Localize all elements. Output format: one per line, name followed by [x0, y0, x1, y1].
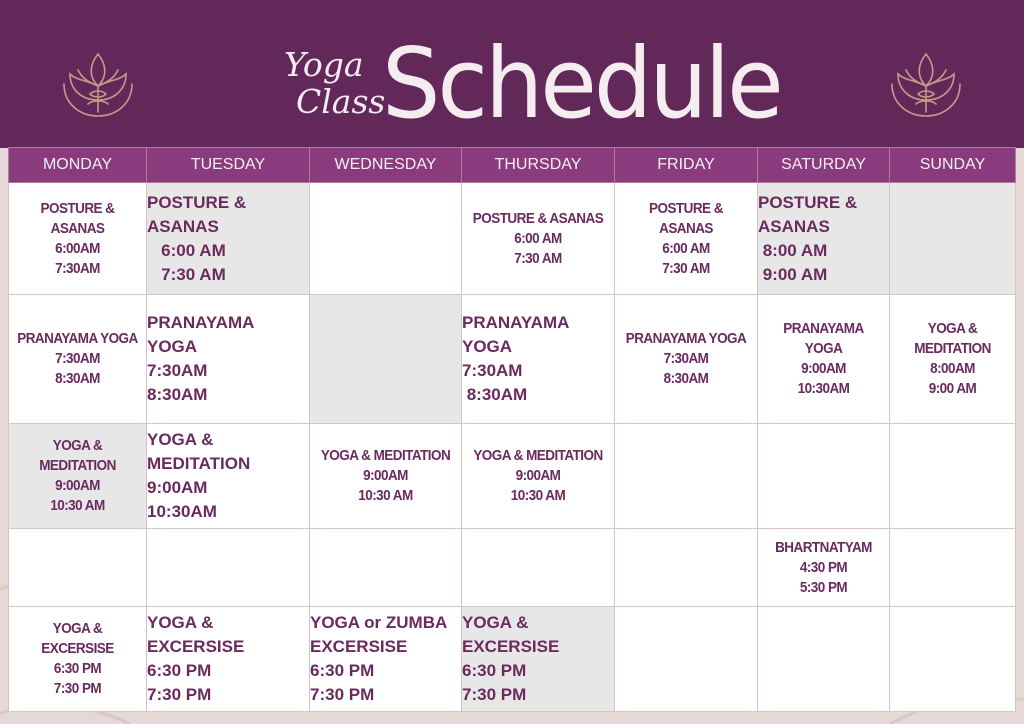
class-entry — [16, 199, 139, 279]
schedule-cell-tuesday — [147, 529, 310, 607]
schedule-cell-monday — [9, 183, 147, 295]
schedule-cell-friday — [615, 295, 758, 424]
schedule-cell-tuesday — [147, 295, 310, 424]
table-row — [9, 183, 1016, 295]
class-line: ASANAS — [758, 216, 830, 236]
schedule-cell-friday — [615, 183, 758, 295]
class-entry — [758, 191, 889, 287]
class-line: 7:30 PM — [310, 685, 375, 704]
class-name: PRANAYAMA — [147, 313, 255, 332]
lotus-icon — [888, 50, 964, 122]
class-name: POSTURE & ASANAS — [40, 199, 115, 237]
schedule-cell-tuesday — [147, 183, 310, 295]
schedule-cell-thursday — [462, 183, 615, 295]
class-line: EXCERSISE — [462, 637, 560, 656]
class-line: 4:30 PM — [799, 558, 848, 576]
class-name: YOGA & — [927, 320, 978, 337]
class-entry — [16, 436, 139, 516]
class-line: 10:30 AM — [358, 487, 413, 504]
class-line: 10:30 AM — [510, 487, 566, 504]
table-row — [9, 607, 1016, 712]
class-line: 7:30AM — [55, 259, 100, 277]
class-line: 7:30 PM — [147, 685, 212, 704]
class-line: 9:00 AM — [758, 264, 828, 284]
class-line: 7:30 AM — [662, 259, 710, 277]
class-name: PRANAYAMA YOGA — [625, 330, 747, 347]
class-line: YOGA — [147, 337, 198, 356]
schedule-cell-tuesday — [147, 607, 310, 712]
class-name: YOGA & — [147, 430, 214, 449]
schedule-cell-tuesday — [147, 424, 310, 529]
class-entry — [147, 191, 309, 287]
schedule-cell-thursday — [462, 424, 615, 529]
class-entry — [622, 329, 750, 389]
schedule-table — [8, 147, 1016, 712]
class-entry — [147, 611, 309, 707]
class-entry — [622, 199, 750, 279]
class-line: 9:00AM — [801, 360, 846, 377]
class-entry — [16, 619, 139, 699]
title-script — [282, 45, 386, 126]
schedule-cell-wednesday — [310, 607, 462, 712]
class-line: 6:00 AM — [147, 240, 226, 260]
class-name: YOGA or ZUMBA — [310, 613, 448, 632]
day-header-wednesday: WEDNESDAY — [310, 148, 462, 183]
class-name: PRANAYAMA — [783, 320, 864, 337]
class-line: 10:30AM — [797, 380, 850, 397]
class-name: YOGA & MEDITATION — [39, 437, 116, 474]
class-entry — [896, 319, 1009, 399]
class-line: 8:30AM — [462, 385, 528, 404]
page-title: Schedule — [382, 27, 781, 141]
class-line: 7:30 AM — [147, 264, 226, 284]
class-entry — [470, 446, 607, 506]
title-script-line2: Class — [296, 82, 386, 121]
class-line: 9:00 AM — [928, 380, 977, 397]
class-line: MEDITATION — [147, 454, 251, 473]
class-line: 10:30 AM — [50, 497, 105, 514]
day-header-sunday: SUNDAY — [890, 148, 1016, 183]
class-entry — [462, 311, 614, 407]
schedule-cell-thursday — [462, 607, 615, 712]
schedule-cell-wednesday — [310, 295, 462, 424]
schedule-cell-thursday — [462, 529, 615, 607]
class-line: YOGA — [462, 337, 513, 356]
class-entry — [765, 319, 883, 399]
schedule-cell-friday — [615, 607, 758, 712]
class-line: 7:30AM — [55, 350, 100, 367]
class-name: YOGA & EXCERSISE — [41, 620, 114, 657]
class-line: 6:30 PM — [147, 661, 212, 680]
class-line: 10:30AM — [147, 502, 217, 521]
class-line: 7:30 AM — [514, 249, 562, 267]
class-entry — [462, 611, 614, 707]
schedule-cell-sunday — [890, 183, 1016, 295]
class-line: 8:30AM — [147, 385, 208, 404]
class-line: 9:00AM — [55, 477, 100, 494]
class-line: EXCERSISE — [147, 637, 245, 656]
class-name: YOGA & — [147, 613, 214, 632]
schedule-cell-monday — [9, 424, 147, 529]
class-line: 9:00AM — [515, 467, 561, 484]
schedule-cell-saturday — [758, 295, 890, 424]
schedule-cell-wednesday — [310, 183, 462, 295]
schedule-cell-sunday — [890, 529, 1016, 607]
class-line: 8:00AM — [930, 360, 975, 377]
class-line: ASANAS — [147, 216, 219, 236]
class-name: YOGA & — [462, 613, 529, 632]
class-line: 8:30AM — [663, 370, 709, 387]
schedule-cell-saturday — [758, 607, 890, 712]
table-row — [9, 529, 1016, 607]
table-row — [9, 424, 1016, 529]
class-line: 6:00 AM — [514, 229, 562, 247]
schedule-cell-saturday — [758, 183, 890, 295]
schedule-cell-monday — [9, 295, 147, 424]
lotus-icon — [60, 50, 136, 122]
schedule-cell-wednesday — [310, 424, 462, 529]
schedule-cell-saturday — [758, 424, 890, 529]
day-header-saturday: SATURDAY — [758, 148, 890, 183]
class-entry — [147, 311, 309, 407]
title-script-line1: Yoga — [284, 45, 364, 84]
schedule-cell-sunday — [890, 424, 1016, 529]
class-line: MEDITATION — [914, 340, 991, 357]
class-line: 7:30AM — [462, 361, 523, 380]
class-line: 6:30 PM — [53, 660, 102, 677]
class-line: 9:00AM — [147, 478, 208, 497]
schedule-cell-monday — [9, 607, 147, 712]
schedule-cell-friday — [615, 424, 758, 529]
class-line: 7:30 PM — [462, 685, 527, 704]
class-line: 9:00AM — [363, 467, 408, 484]
class-line: 6:00AM — [55, 239, 100, 257]
class-entry — [765, 538, 883, 598]
class-line: 8:00 AM — [758, 240, 828, 260]
day-header-tuesday: TUESDAY — [147, 148, 310, 183]
class-name: PRANAYAMA — [462, 313, 570, 332]
class-line: 6:00 AM — [662, 239, 710, 257]
class-line: 8:30AM — [55, 370, 100, 387]
class-entry — [147, 428, 309, 524]
class-line: 6:30 PM — [310, 661, 375, 680]
day-header-row — [9, 148, 1016, 183]
table-row — [9, 295, 1016, 424]
class-entry — [310, 611, 461, 707]
schedule-cell-friday — [615, 529, 758, 607]
class-line: EXCERSISE — [310, 637, 408, 656]
class-name: YOGA & MEDITATION — [320, 447, 451, 464]
class-name: POSTURE & ASANAS — [472, 209, 604, 227]
class-name: POSTURE & — [147, 192, 247, 212]
class-entry — [318, 446, 454, 506]
day-header-monday: MONDAY — [9, 148, 147, 183]
schedule-cell-sunday — [890, 607, 1016, 712]
day-header-friday: FRIDAY — [615, 148, 758, 183]
class-line: 7:30 PM — [53, 680, 102, 697]
class-line: 5:30 PM — [799, 578, 848, 596]
day-header-thursday: THURSDAY — [462, 148, 615, 183]
schedule-cell-wednesday — [310, 529, 462, 607]
class-entry — [16, 329, 139, 389]
class-line: YOGA — [804, 340, 843, 357]
class-name: POSTURE & ASANAS — [649, 199, 723, 237]
class-name: POSTURE & — [758, 192, 858, 212]
class-entry — [470, 209, 607, 269]
header-banner — [0, 0, 1024, 148]
class-name: YOGA & MEDITATION — [473, 447, 603, 464]
schedule-cell-saturday — [758, 529, 890, 607]
class-name: PRANAYAMA YOGA — [17, 330, 138, 347]
schedule-cell-sunday — [890, 295, 1016, 424]
class-line: 6:30 PM — [462, 661, 527, 680]
class-line: 7:30AM — [147, 361, 208, 380]
schedule-cell-thursday — [462, 295, 615, 424]
schedule-cell-monday — [9, 529, 147, 607]
class-line: 7:30AM — [663, 350, 709, 367]
class-name: BHARTNATYAM — [775, 538, 872, 556]
